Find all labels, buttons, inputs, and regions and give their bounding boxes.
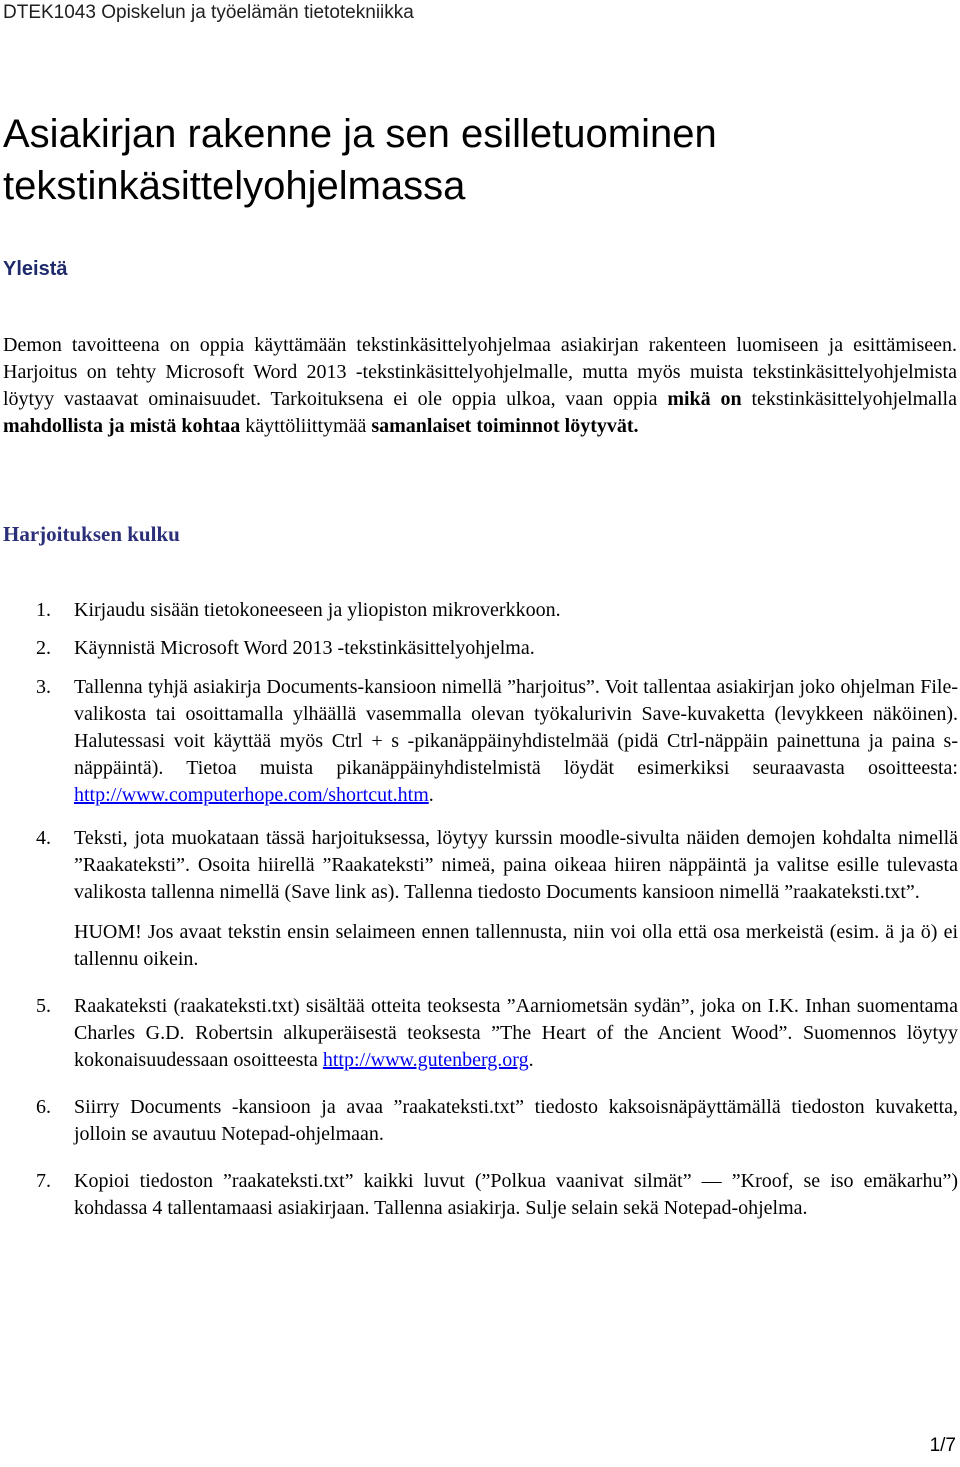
step-number: 3.: [36, 676, 51, 698]
step-text-end: .: [428, 784, 434, 806]
step-number: 7.: [36, 1170, 51, 1192]
step-item: [0, 1094, 958, 1148]
step-text: Tallenna tyhjä asiakirja Documents-kansioon nimellä ”harjoitus”. Voit tallentaa asiakirjan joko ohjelman File-valikosta tai osoittamalla ylhäällä vasemmalla olevan työkalurivin Save-kuvaketta (levykkeen näköinen). Halutessasi voit käyttää myös Ctrl + s -pikanäppäinyhdistelmää (pidä Ctrl-näppäin painettuna ja paina s-näppäintä). Tietoa muista pikanäppäinyhdistelmistä löydät esimerkiksi seuraavasta osoitteesta:: [74, 676, 958, 779]
step-note: HUOM! Jos avaat tekstin ensin selaimeen ennen tallennusta, niin voi olla että osa merkeistä (esim. ä ja ö) ei tallennu oikein.: [74, 921, 958, 970]
step-text: Siirry Documents -kansioon ja avaa ”raakateksti.txt” tiedosto kaksoisnäpäyttämällä tiedoston kuvaketta, jolloin se avautuu Notepad-ohjelmaan.: [74, 1096, 958, 1145]
section-heading-procedure: Harjoituksen kulku: [3, 522, 180, 546]
step-item: [0, 674, 958, 809]
step-item: [0, 993, 958, 1074]
step-number: 1.: [36, 599, 51, 621]
step-text: Kopioi tiedoston ”raakateksti.txt” kaikki luvut (”Polkua vaanivat silmät” — ”Kroof, se iso emäkarhu”) kohdassa 4 tallentamaasi asiakirjaan. Tallenna asiakirja. Sulje selain sekä Notepad-ohjelma.: [74, 1170, 958, 1219]
course-header: DTEK1043 Opiskelun ja työelämän tietotekniikka: [3, 2, 414, 23]
step-paragraph: [74, 993, 958, 1074]
step-number: 4.: [36, 827, 51, 849]
step-item: [0, 825, 958, 973]
step-item: [0, 1168, 958, 1222]
intro-paragraph: [3, 332, 957, 440]
gutenberg-link[interactable]: http://www.gutenberg.org: [322, 1049, 529, 1071]
intro-bold-3: samanlaiset toiminnot löytyvät.: [371, 415, 639, 437]
page-title: Asiakirjan rakenne ja sen esilletuominen tekstinkäsittelyohjelmassa: [3, 112, 717, 208]
step-paragraph: [74, 674, 958, 809]
step-text: Raakateksti (raakateksti.txt) sisältää otteita teoksesta ”Aarniometsän sydän”, joka on I.K. Inhan suomentama Charles G.D. Robertsin alkuperäisestä teoksesta ”The Heart of the Ancient Wood”. Suomennos löytyy kokonaisuudessaan osoitteesta: [74, 995, 958, 1071]
section-heading-general: Yleistä: [3, 258, 68, 280]
step-item: [0, 597, 958, 624]
shortcut-link[interactable]: http://www.computerhope.com/shortcut.htm: [74, 784, 429, 806]
step-text-end: .: [528, 1049, 534, 1071]
step-text: Kirjaudu sisään tietokoneeseen ja yliopiston mikroverkkoon.: [74, 599, 561, 621]
step-number: 6.: [36, 1096, 51, 1118]
step-number: 2.: [36, 637, 51, 659]
step-item: [0, 635, 958, 662]
intro-text-2: tekstinkäsittelyohjelmalla: [741, 388, 957, 410]
step-number: 5.: [36, 995, 51, 1017]
step-text: Käynnistä Microsoft Word 2013 -tekstinkäsittelyohjelma.: [74, 637, 535, 659]
intro-text-1: Demon tavoitteena on oppia käyttämään tekstinkäsittelyohjelmaa asiakirjan rakenteen luomiseen ja esittämiseen. Harjoitus on tehty Microsoft Word 2013 -tekstinkäsittelyohjelmalle, mutta myös muista tekstinkäsittelyohjelmista löytyy vastaavat ominaisuudet. Tarkoituksena ei ole oppia ulkoa, vaan oppia: [3, 334, 957, 410]
intro-bold-1: mikä on: [667, 388, 742, 410]
page-number: 1/7: [929, 1435, 956, 1456]
intro-bold-2: mahdollista ja mistä kohtaa: [3, 415, 241, 437]
intro-text-3: käyttöliittymää: [240, 415, 372, 437]
steps-list: [0, 597, 958, 1233]
step-text: Teksti, jota muokataan tässä harjoituksessa, löytyy kurssin moodle-sivulta näiden demojen kohdalta nimellä ”Raakateksti”. Osoita hiirellä ”Raakateksti” nimeä, paina oikeaa hiiren näppäintä ja valitse esille tulevasta valikosta tallenna nimellä (Save link as). Tallenna tiedosto Documents kansioon nimellä ”raakateksti.txt”.: [74, 827, 958, 903]
